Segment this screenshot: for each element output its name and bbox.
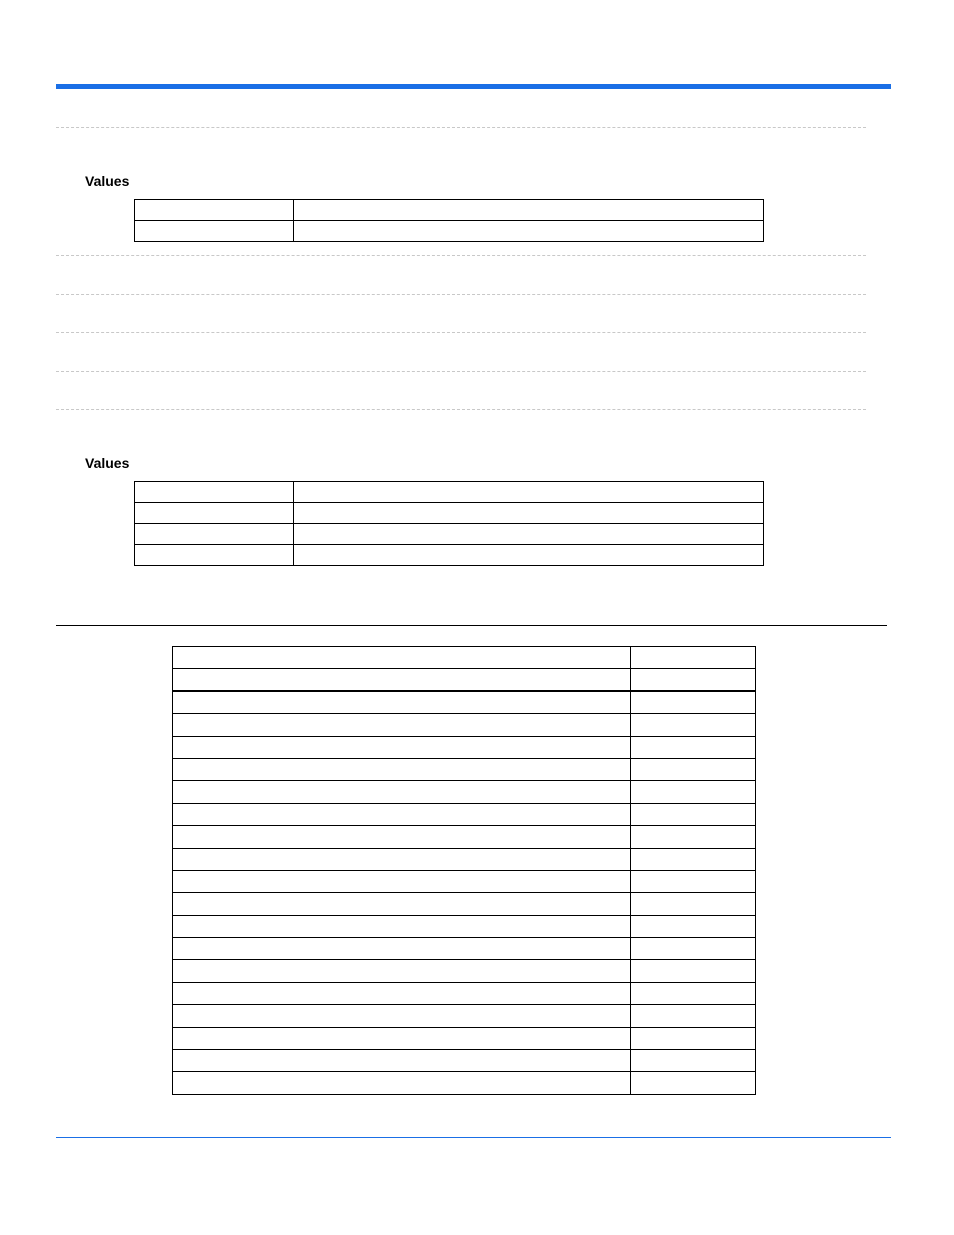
summary-value-cell (631, 960, 756, 982)
table-row (135, 200, 764, 221)
table-row (173, 848, 756, 870)
table-row (173, 982, 756, 1004)
values-table-2 (134, 481, 764, 566)
table-row (173, 758, 756, 780)
summary-name-cell (173, 848, 631, 870)
value-description-cell (294, 482, 764, 503)
table-row (173, 1072, 756, 1094)
summary-table (172, 646, 756, 1095)
summary-name-cell (173, 714, 631, 736)
summary-value-cell (631, 915, 756, 937)
value-name-cell (135, 524, 294, 545)
summary-name-cell (173, 758, 631, 780)
value-description-cell (294, 545, 764, 566)
summary-name-cell (173, 1005, 631, 1027)
summary-value-cell (631, 736, 756, 758)
table-row (173, 691, 756, 713)
summary-name-cell (173, 647, 631, 669)
summary-name-cell (173, 736, 631, 758)
dashed-divider (56, 371, 866, 372)
value-description-cell (294, 524, 764, 545)
table-row (173, 803, 756, 825)
summary-value-cell (631, 781, 756, 803)
table-row (173, 1027, 756, 1049)
table-row (173, 893, 756, 915)
table-row (173, 736, 756, 758)
table-row (135, 545, 764, 566)
table-row (173, 669, 756, 691)
table-row (173, 1050, 756, 1072)
values-heading: Values (85, 173, 130, 189)
summary-name-cell (173, 870, 631, 892)
summary-value-cell (631, 982, 756, 1004)
value-description-cell (294, 200, 764, 221)
summary-value-cell (631, 714, 756, 736)
values-table-1 (134, 199, 764, 242)
value-name-cell (135, 200, 294, 221)
summary-name-cell (173, 691, 631, 713)
summary-name-cell (173, 893, 631, 915)
table-row (173, 714, 756, 736)
summary-name-cell (173, 1072, 631, 1094)
summary-value-cell (631, 1005, 756, 1027)
summary-name-cell (173, 938, 631, 960)
summary-value-cell (631, 803, 756, 825)
value-name-cell (135, 503, 294, 524)
summary-value-cell (631, 669, 756, 691)
dashed-divider (56, 332, 866, 333)
summary-value-cell (631, 1072, 756, 1094)
summary-value-cell (631, 1050, 756, 1072)
value-name-cell (135, 545, 294, 566)
summary-name-cell (173, 982, 631, 1004)
summary-name-cell (173, 1027, 631, 1049)
table-row (173, 938, 756, 960)
values-heading: Values (85, 455, 130, 471)
summary-value-cell (631, 826, 756, 848)
summary-value-cell (631, 647, 756, 669)
header-accent-bar (56, 84, 891, 89)
table-row (173, 781, 756, 803)
table-row (135, 524, 764, 545)
value-name-cell (135, 221, 294, 242)
summary-name-cell (173, 915, 631, 937)
section-divider (56, 625, 887, 626)
value-description-cell (294, 503, 764, 524)
table-row (173, 826, 756, 848)
summary-value-cell (631, 893, 756, 915)
summary-value-cell (631, 848, 756, 870)
summary-value-cell (631, 1027, 756, 1049)
summary-value-cell (631, 938, 756, 960)
summary-value-cell (631, 870, 756, 892)
summary-value-cell (631, 758, 756, 780)
table-row (173, 647, 756, 669)
dashed-divider (56, 255, 866, 256)
summary-name-cell (173, 1050, 631, 1072)
summary-name-cell (173, 960, 631, 982)
footer-rule (56, 1137, 891, 1138)
dashed-divider (56, 409, 866, 410)
summary-value-cell (631, 691, 756, 713)
summary-name-cell (173, 826, 631, 848)
summary-name-cell (173, 803, 631, 825)
table-row (173, 1005, 756, 1027)
table-row (135, 503, 764, 524)
table-row (173, 960, 756, 982)
table-row (135, 221, 764, 242)
table-row (173, 870, 756, 892)
table-row (135, 482, 764, 503)
dashed-divider (56, 127, 866, 128)
dashed-divider (56, 294, 866, 295)
value-description-cell (294, 221, 764, 242)
value-name-cell (135, 482, 294, 503)
table-row (173, 915, 756, 937)
summary-name-cell (173, 669, 631, 691)
summary-name-cell (173, 781, 631, 803)
